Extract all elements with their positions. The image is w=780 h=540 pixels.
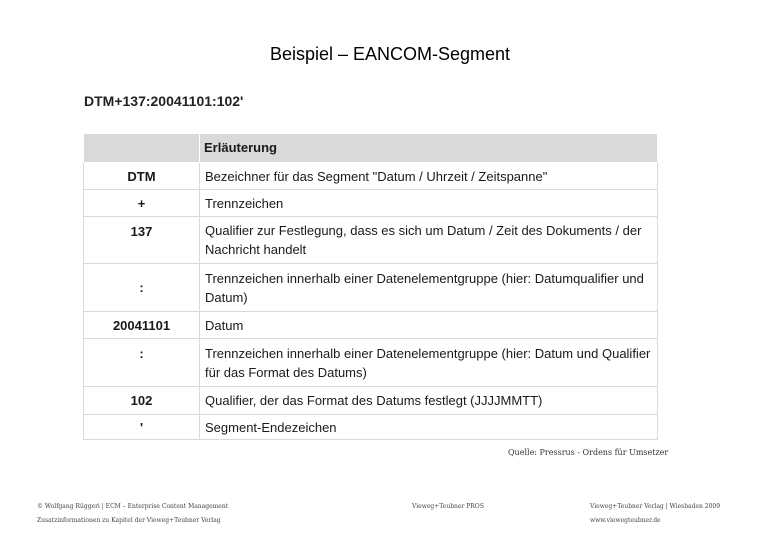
row-key: DTM (84, 163, 200, 190)
row-key: : (84, 339, 200, 387)
row-key: 20041101 (84, 312, 200, 339)
table-row (84, 339, 658, 387)
row-description: Trennzeichen innerhalb einer Datenelementgruppe (hier: Datumqualifier und Datum) (200, 264, 658, 312)
header-cell-key (84, 134, 200, 163)
table-row (84, 415, 658, 440)
table-row (84, 264, 658, 312)
row-description: Qualifier zur Festlegung, dass es sich um Datum / Zeit des Dokuments / der Nachricht handelt (200, 217, 658, 264)
header-cell-explanation: Erläuterung (200, 134, 658, 163)
footer-right-line1: Vieweg+Teubner Verlag | Wiesbaden 2009 (590, 503, 721, 510)
footer-right-line2: www.viewegteubner.de (590, 517, 661, 524)
source-note: Quelle: Pressrus - Ordens für Umsetzer (508, 448, 669, 457)
slide-title: Beispiel – EANCOM-Segment (269, 44, 511, 64)
footer-left-line1: © Wolfgang Rüggeri | ECM – Enterprise Content Management (37, 503, 229, 510)
table-row (84, 163, 658, 190)
row-description: Trennzeichen innerhalb einer Datenelementgruppe (hier: Datum und Qualifier für das Format des Datums) (200, 339, 658, 387)
row-description: Segment-Endezeichen (200, 415, 658, 440)
row-description: Datum (200, 312, 658, 339)
segment-code: DTM+137:20041101:102' (84, 93, 244, 109)
row-key: + (84, 190, 200, 217)
row-description: Qualifier, der das Format des Datums festlegt (JJJJMMTT) (200, 387, 658, 415)
footer-publisher: Vieweg+Teubner PROS (412, 503, 484, 510)
row-description: Trennzeichen (200, 190, 658, 217)
footer-left-line2: Zusatzinformationen zu Kapitel der Vieweg+Teubner Verlag (37, 517, 221, 524)
table-row (84, 387, 658, 415)
table-row (84, 312, 658, 339)
table-row (84, 190, 658, 217)
footer-publisher-info (590, 500, 720, 528)
footer-copyright (37, 500, 228, 528)
explanation-table (83, 133, 657, 437)
row-key: : (84, 264, 200, 312)
row-key: 102 (84, 387, 200, 415)
row-key: ' (84, 415, 200, 440)
row-description: Bezeichner für das Segment "Datum / Uhrzeit / Zeitspanne" (200, 163, 658, 190)
table-header-row (84, 134, 658, 163)
row-key: 137 (84, 217, 200, 264)
table-row (84, 217, 658, 264)
